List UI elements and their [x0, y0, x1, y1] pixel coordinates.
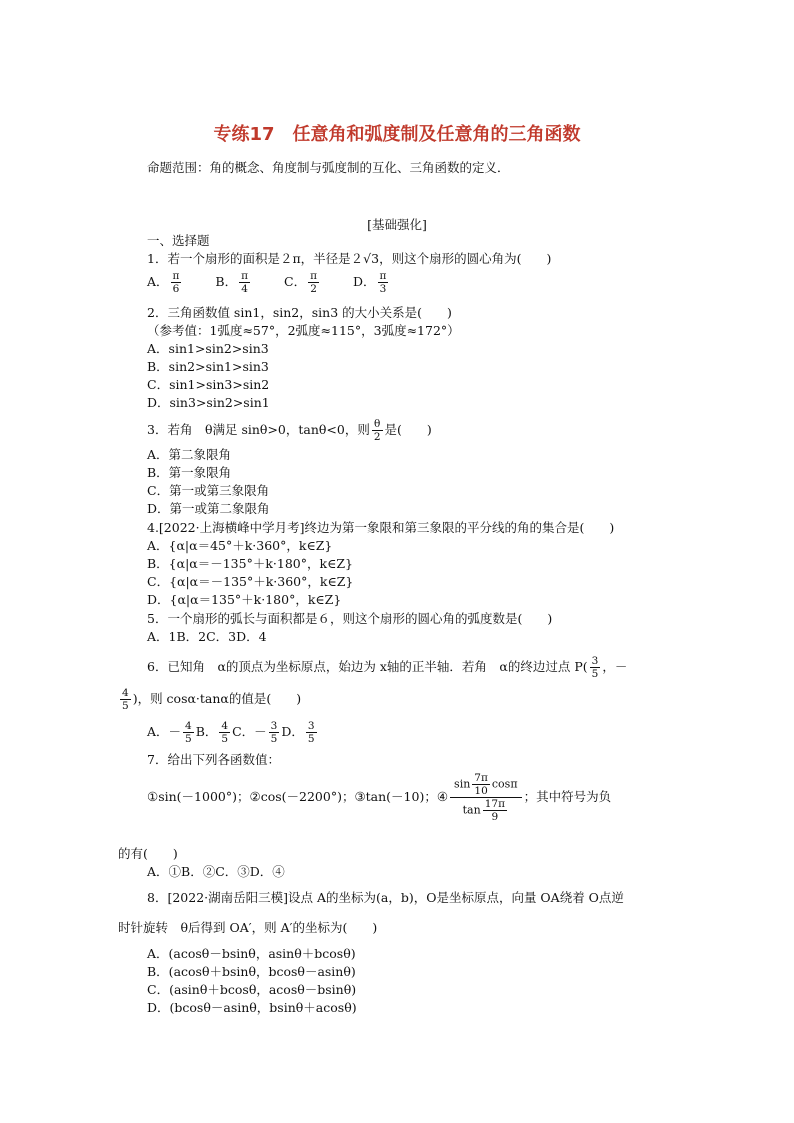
denominator: 5	[307, 733, 315, 745]
question-2-option-c: C．sin1>sin3>sin2	[147, 377, 270, 392]
denominator: 10	[474, 785, 488, 797]
fraction	[378, 270, 389, 295]
numerator: 17π	[484, 798, 505, 810]
scope-text: 命题范围：角的概念、角度制与弧度制的互化、三角函数的定义．	[147, 160, 510, 175]
question-8-option-c: C．(asinθ＋bcosθ，acosθ－bsinθ)	[147, 982, 357, 997]
question-2-option-a: A．sin1>sin2>sin3	[147, 341, 269, 356]
stem-text: )，则 cosα·tanα的值是( )	[132, 691, 302, 706]
question-2-option-d: D．sin3>sin2>sin1	[147, 395, 270, 410]
numerator: 4	[185, 720, 192, 732]
fraction	[183, 720, 194, 745]
numerator: 3	[307, 720, 315, 732]
part-heading: 一、选择题	[147, 233, 210, 248]
denominator: 9	[491, 811, 499, 823]
option-label: D．	[352, 274, 376, 289]
fraction	[269, 720, 280, 745]
question-4-option-d: D．{α|α＝135°＋k·180°，k∈Z}	[147, 592, 342, 607]
numerator: 3	[270, 720, 278, 732]
tan-text: tan	[462, 803, 481, 817]
option-a	[147, 270, 183, 295]
fraction	[590, 655, 601, 680]
question-6-stem-line1	[147, 655, 627, 680]
denominator: 3	[379, 283, 387, 295]
denominator: 5	[221, 733, 229, 745]
question-8-stem-line1: 8．[2022·湖南岳阳三模]设点 A的坐标为(a，b)，O是坐标原点，向量 OA绕着 O点逆	[147, 890, 624, 905]
option-label: A．	[147, 274, 169, 289]
numerator: π	[241, 270, 249, 282]
numerator: 3	[591, 655, 599, 667]
question-8-stem-line2: 时针旋转 θ后得到 OA′，则 A′的坐标为( )	[118, 920, 378, 935]
stem-text: ，－	[602, 659, 628, 674]
numerator: π	[310, 270, 317, 282]
option-c	[284, 270, 321, 295]
question-7-options: A．①B．②C．③D．④	[147, 864, 285, 879]
fraction	[372, 418, 383, 443]
question-7-stem: 7．给出下列各函数值：	[147, 752, 280, 767]
denominator: 5	[270, 733, 278, 745]
option-label: C．	[284, 274, 307, 289]
compound-numerator	[450, 772, 522, 798]
question-3-stem	[147, 418, 432, 443]
question-4-option-a: A．{α|α＝45°＋k·360°，k∈Z}	[147, 538, 333, 553]
fraction	[120, 687, 131, 712]
compound-denominator	[450, 798, 522, 823]
numerator: 7π	[474, 772, 488, 784]
question-6-options	[147, 720, 319, 745]
fraction	[239, 270, 250, 295]
denominator: 5	[591, 668, 599, 680]
compound-fraction	[450, 772, 522, 823]
question-5-stem: 5．一个扇形的弧长与面积都是６，则这个扇形的圆心角的弧度数是( )	[147, 611, 553, 626]
cos-text: cosπ	[491, 777, 518, 791]
fraction	[171, 270, 182, 295]
question-2-option-b: B．sin2>sin1>sin3	[147, 359, 269, 374]
question-8-option-d: D．(bcosθ－asinθ，bsinθ＋acosθ)	[147, 1000, 357, 1015]
stem-text: 是( )	[384, 422, 432, 437]
option-b	[215, 270, 252, 295]
option-label: B．	[215, 274, 238, 289]
numerator: π	[379, 270, 387, 282]
question-6-stem-line2	[118, 687, 301, 712]
numerator: θ	[372, 418, 383, 431]
fraction	[219, 720, 230, 745]
denominator: 2	[310, 283, 317, 295]
denominator: 4	[241, 283, 248, 295]
question-3-option-c: C．第一或第三象限角	[147, 483, 270, 498]
denominator: 2	[373, 431, 381, 443]
stem-text: 6．已知角 α的顶点为坐标原点，始边为 x轴的正半轴．若角 α的终边过点 P(	[147, 659, 588, 674]
option-label: D．	[281, 724, 304, 739]
question-4-stem: 4.[2022·上海横峰中学月考]终边为第一象限和第三象限的平分线的角的集合是( )	[147, 520, 615, 535]
fraction	[306, 720, 317, 745]
section-heading: [基础强化]	[367, 217, 427, 232]
numerator: π	[172, 270, 180, 282]
question-3-option-a: A．第二象限角	[147, 447, 232, 462]
question-8-option-b: B．(acosθ＋bsinθ，bcosθ－asinθ)	[147, 964, 356, 979]
items-text: ①sin(－1000°)；②cos(－2200°)；③tan(－10)；④	[147, 789, 449, 804]
option-label: A．－	[147, 724, 182, 739]
fraction	[483, 798, 507, 823]
question-4-option-b: B．{α|α＝－135°＋k·180°，k∈Z}	[147, 556, 353, 571]
question-3-option-b: B．第一象限角	[147, 465, 232, 480]
numerator: 4	[122, 687, 129, 699]
option-label: B．	[195, 724, 218, 739]
question-2-reference: （参考值：1弧度≈57°，2弧度≈115°，3弧度≈172°）	[147, 323, 460, 338]
question-1-stem: 1．若一个扇形的面积是２π，半径是２√3，则这个扇形的圆心角为( )	[147, 251, 552, 266]
sin-text: sin	[454, 777, 471, 791]
question-8-option-a: A．(acosθ－bsinθ，asinθ＋bcosθ)	[147, 946, 356, 961]
question-7-tail: 的有( )	[118, 846, 178, 861]
items-text: ；其中符号为负	[523, 789, 612, 804]
denominator: 5	[185, 733, 192, 745]
denominator: 5	[122, 700, 129, 712]
question-5-options: A．1B．2C．3D．4	[147, 629, 267, 644]
question-3-option-d: D．第一或第二象限角	[147, 501, 270, 516]
option-d	[353, 270, 390, 295]
numerator: 4	[221, 720, 229, 732]
fraction	[308, 270, 319, 295]
question-2-stem: 2．三角函数值 sin1，sin2，sin3 的大小关系是( )	[147, 305, 452, 320]
fraction	[472, 772, 490, 797]
page-title: 专练17 任意角和弧度制及任意角的三角函数	[213, 124, 581, 145]
denominator: 6	[172, 283, 180, 295]
question-1-options	[147, 270, 418, 295]
option-label: C．－	[232, 724, 267, 739]
stem-text: 3．若角 θ满足 sinθ>0，tanθ<0，则	[147, 422, 370, 437]
question-7-items	[147, 772, 611, 823]
question-4-option-c: C．{α|α＝－135°＋k·360°，k∈Z}	[147, 574, 354, 589]
